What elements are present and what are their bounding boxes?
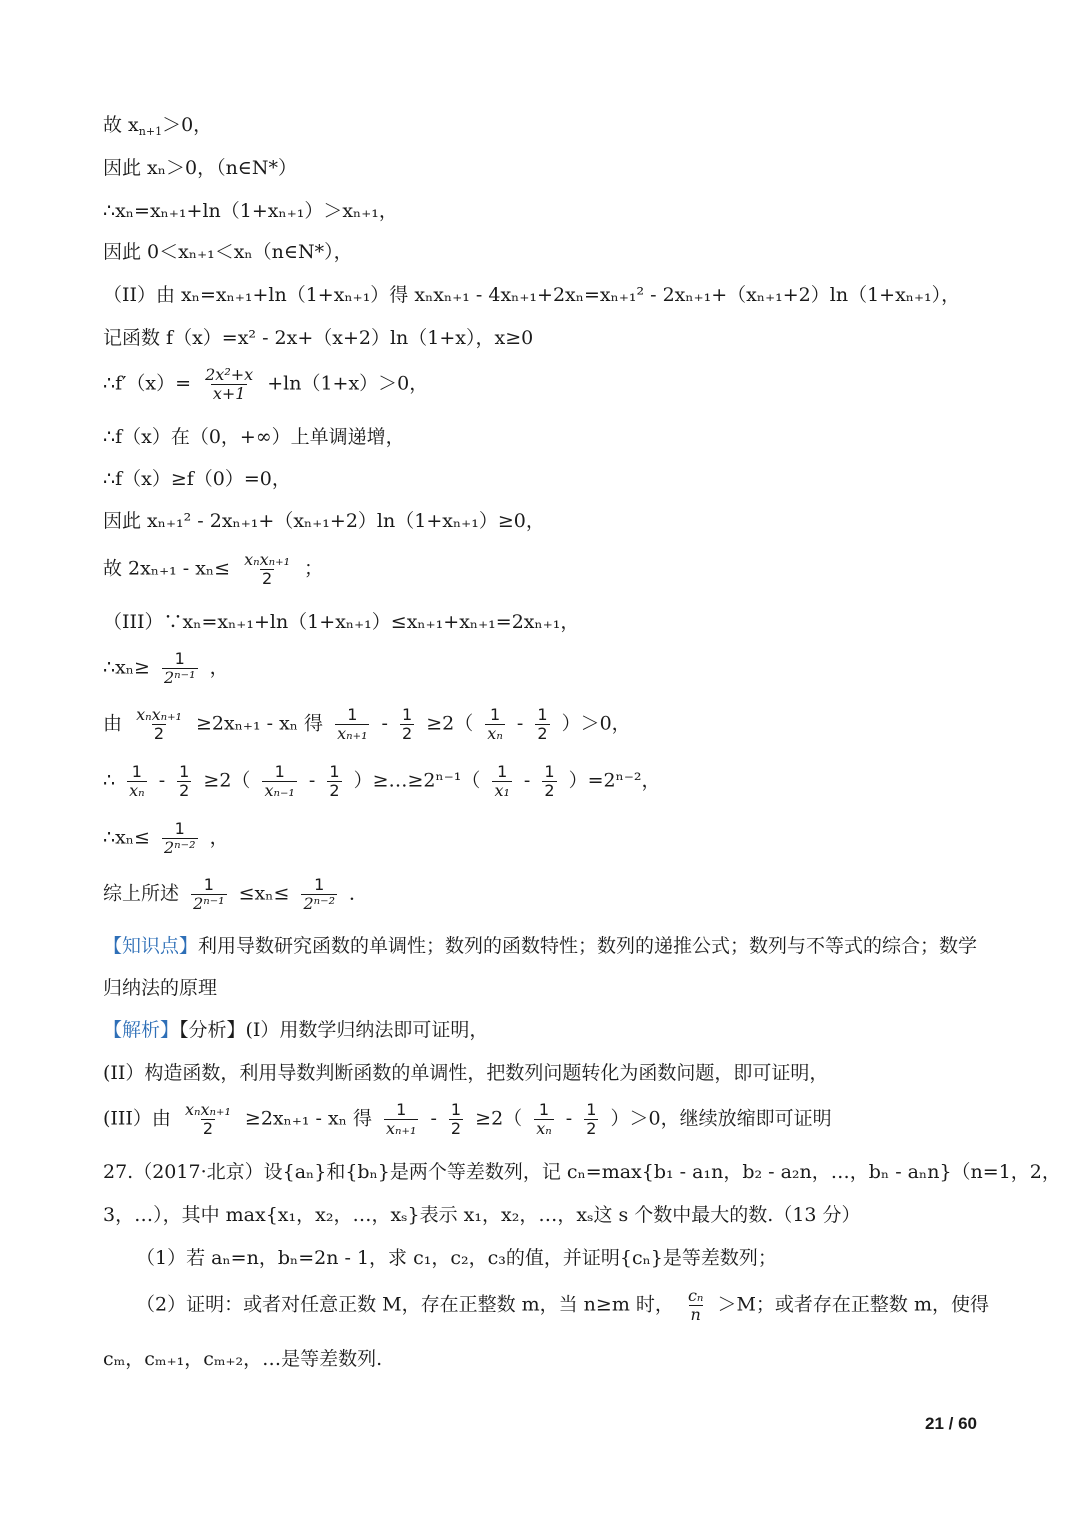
fraction: $\frac{1}{2}$ bbox=[179, 762, 190, 800]
line-1: 故 $x_{n+1}>0$， bbox=[103, 114, 213, 138]
problem-27-part-1: （1）若 aₙ=n，bₙ=2n - 1，求 c₁，c₂，c₃的值，并证明{cₙ}是等差数列； bbox=[136, 1247, 777, 1269]
fraction: $\frac{1}{\text{x₁}}$ bbox=[494, 762, 510, 800]
line-19: 归纳法的原理 bbox=[103, 977, 218, 999]
fraction: $\frac{\text{2x²+x}}{x+1}$ bbox=[205, 365, 254, 403]
line-16: ∴xₙ≤ $\frac{1}{\text{2ⁿ⁻²}}$ ， bbox=[103, 819, 229, 857]
line-9: ∴f（x）≥f（0）=0， bbox=[103, 468, 291, 490]
fraction: $\frac{1}{\text{xₙ₋₁}}$ bbox=[264, 762, 295, 800]
line-14: 由 $\frac{\text{xₙxₙ₊₁}}{2}$ ≥2xₙ₊₁ - xₙ 得 $\frac{1}{\text{xₙ₊₁}}$ - $\frac{1}{2}$ ≥2（ $\frac{1}{\text{xₙ}}$ - $\frac{1}{2}$ ）＞0， bbox=[103, 705, 631, 743]
fraction: $\frac{1}{\text{xₙ₊₁}}$ bbox=[337, 705, 368, 743]
line-2: 因此 xₙ＞0，（n∈N*） bbox=[103, 157, 297, 179]
fraction: $\frac{1}{2}$ bbox=[537, 705, 548, 743]
fraction: $\frac{1}{\text{2ⁿ⁻²}}$ bbox=[303, 875, 335, 913]
fraction: $\frac{\text{xₙxₙ₊₁}}{2}$ bbox=[136, 705, 182, 743]
line-6: 记函数 f（x）=x² - 2x+（x+2）ln（1+x），x≥0 bbox=[103, 327, 534, 349]
fraction: $\frac{1}{\text{2ⁿ⁻¹}}$ bbox=[164, 649, 196, 687]
problem-27-line-last: cₘ，cₘ₊₁，cₘ₊₂，…是等差数列. bbox=[103, 1348, 383, 1370]
line-22: (III）由 $\frac{\text{xₙxₙ₊₁}}{2}$ ≥2xₙ₊₁ - xₙ 得 $\frac{1}{\text{xₙ₊₁}}$ - $\frac{1}{2}$ ≥2（ $\frac{1}{\text{xₙ}}$ - $\frac{1}{2}$ ）＞0，继续放缩即可证明 bbox=[103, 1100, 832, 1138]
fraction: $\frac{1}{2}$ bbox=[402, 705, 413, 743]
page-number: 21 / 60 bbox=[925, 1414, 977, 1433]
line-15: ∴ $\frac{1}{\text{xₙ}}$ - $\frac{1}{2}$ ≥2（ $\frac{1}{\text{xₙ₋₁}}$ - $\frac{1}{2}$ ）≥…≥2ⁿ⁻¹（ $\frac{1}{\text{x₁}}$ - $\frac{1}{2}$ ）=2ⁿ⁻²， bbox=[103, 762, 661, 800]
line-3: ∴xₙ=xₙ₊₁+ln（1+xₙ₊₁）＞xₙ₊₁， bbox=[103, 200, 398, 222]
line-10: 因此 xₙ₊₁² - 2xₙ₊₁+（xₙ₊₁+2）ln（1+xₙ₊₁）≥0， bbox=[103, 510, 545, 532]
fraction: $\frac{\text{xₙxₙ₊₁}}{2}$ bbox=[184, 1100, 231, 1138]
knowledge-points: 【知识点】利用导数研究函数的单调性；数列的函数特性；数列的递推公式；数列与不等式的综合；数学 bbox=[103, 935, 978, 957]
fraction: $\frac{1}{\text{xₙ}}$ bbox=[487, 705, 503, 743]
line-7: ∴f′（x）= $\frac{\text{2x²+x}}{x+1}$ +ln（1+x）＞0， bbox=[103, 365, 429, 403]
fraction: $\frac{1}{\text{2ⁿ⁻²}}$ bbox=[164, 819, 196, 857]
analysis: 【解析】【分析】(I）用数学归纳法即可证明， bbox=[103, 1019, 489, 1041]
fraction: $\frac{1}{\text{xₙ₊₁}}$ bbox=[386, 1100, 417, 1138]
fraction: $\frac{\text{xₙxₙ₊₁}}{2}$ bbox=[244, 550, 290, 588]
line-12: （III）∵xₙ=xₙ₊₁+ln（1+xₙ₊₁）≤xₙ₊₁+xₙ₊₁=2xₙ₊₁， bbox=[103, 611, 580, 633]
line-21: (II）构造函数，利用导数判断函数的单调性，把数列问题转化为函数问题，即可证明， bbox=[103, 1062, 829, 1084]
line-5: （II）由 xₙ=xₙ₊₁+ln（1+xₙ₊₁）得 xₙxₙ₊₁ - 4xₙ₊₁+2xₙ=xₙ₊₁² - 2xₙ₊₁+（xₙ₊₁+2）ln（1+xₙ₊₁）， bbox=[103, 284, 961, 306]
problem-27-line-1: 27.（2017·北京）设{aₙ}和{bₙ}是两个等差数列，记 cₙ=max{b₁ - a₁n，b₂ - a₂n，…，bₙ - aₙn}（n=1，2， bbox=[103, 1161, 1061, 1183]
line-13: ∴xₙ≥ $\frac{1}{\text{2ⁿ⁻¹}}$ ， bbox=[103, 649, 229, 687]
fraction: $\frac{\text{cₙ}}{n}$ bbox=[687, 1286, 704, 1324]
knowledge-tag: 【知识点】 bbox=[103, 935, 199, 957]
fraction: $\frac{1}{\text{2ⁿ⁻¹}}$ bbox=[193, 875, 225, 913]
fraction: $\frac{1}{\text{xₙ}}$ bbox=[536, 1100, 552, 1138]
problem-27-part-2: （2）证明：或者对任意正数 M，存在正整数 m，当 n≥m 时， $\frac{\text{cₙ}}{n}$ ＞M；或者存在正整数 m，使得 bbox=[136, 1286, 989, 1324]
fraction: $\frac{1}{2}$ bbox=[329, 762, 340, 800]
line-8: ∴f（x）在（0，+∞）上单调递增， bbox=[103, 426, 405, 448]
analysis-tag: 【解析】 bbox=[103, 1019, 180, 1041]
line-4: 因此 0＜xₙ₊₁＜xₙ（n∈N*）， bbox=[103, 241, 353, 263]
line-17: 综上所述 $\frac{1}{\text{2ⁿ⁻¹}}$ ≤xₙ≤ $\frac{1}{\text{2ⁿ⁻²}}$ ． bbox=[103, 875, 369, 913]
line-11: 故 2xₙ₊₁ - xₙ≤ $\frac{\text{xₙxₙ₊₁}}{2}$ ； bbox=[103, 550, 324, 588]
fraction: $\frac{1}{\text{xₙ}}$ bbox=[129, 762, 145, 800]
problem-27-line-2: 3，…），其中 max{x₁，x₂，…，xₛ}表示 x₁，x₂，…，xₛ这 s 个数中最大的数.（13 分） bbox=[103, 1204, 861, 1226]
fraction: $\frac{1}{2}$ bbox=[544, 762, 555, 800]
fraction: $\frac{1}{2}$ bbox=[450, 1100, 462, 1138]
fraction: $\frac{1}{2}$ bbox=[586, 1100, 597, 1138]
